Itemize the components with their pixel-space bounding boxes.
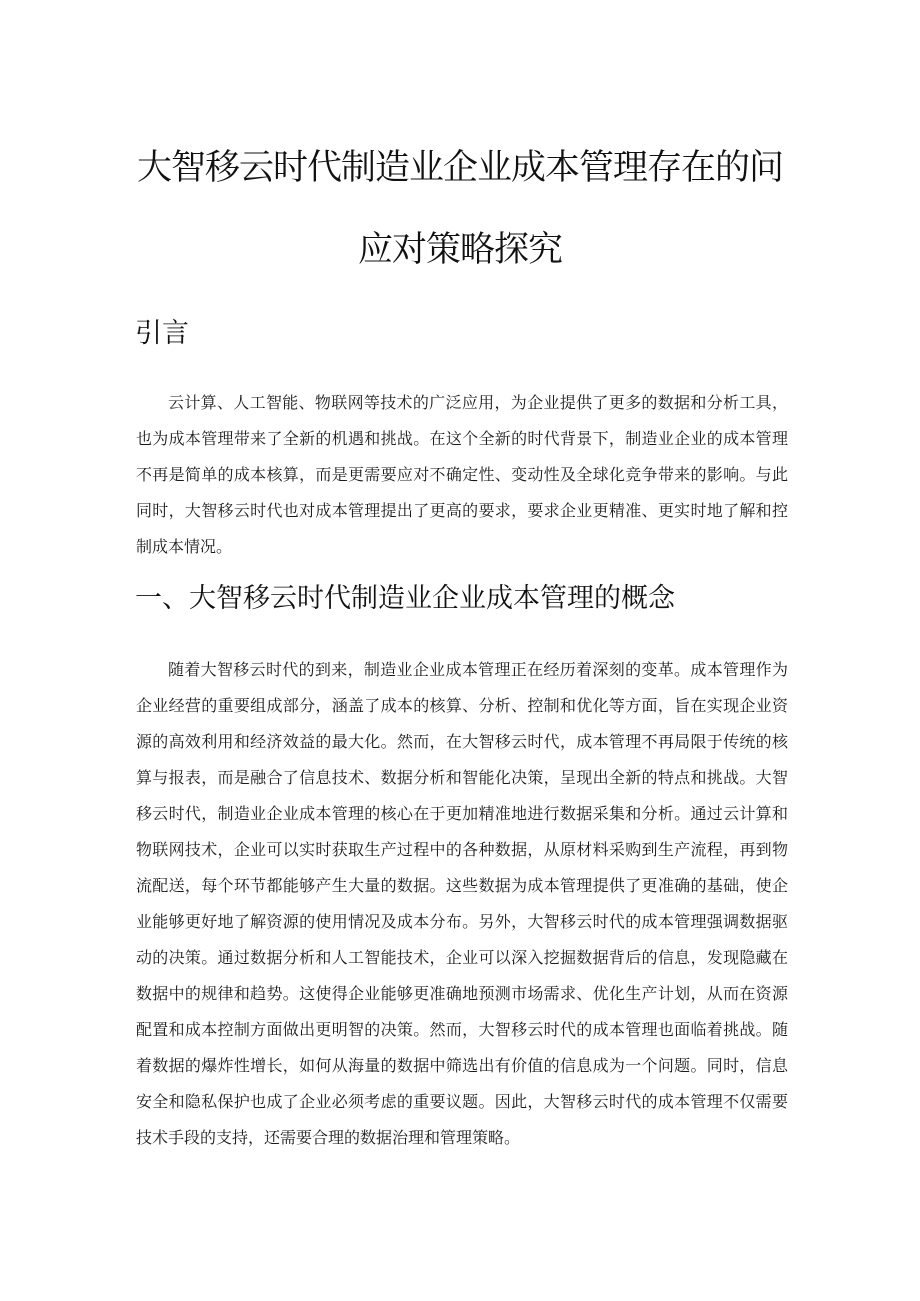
document-title-line-1: 大智移云时代制造业企业成本管理存在的问 (136, 148, 783, 188)
intro-paragraph: 云计算、人工智能、物联网等技术的广泛应用，为企业提供了更多的数据和分析工具，也为成本管理带来了全新的机遇和挑战。在这个全新的时代背景下，制造业企业的成本管理不再是简单的成本核算，而是更需要应对不确定性、变动性及全球化竞争带来的影响。与此同时，大智移云时代也对成本管理提出了更高的要求，要求企业更精准、更实时地了解和控制成本情况。 (136, 393, 788, 556)
intro-heading: 引言 (135, 318, 189, 349)
document-title-line-2: 应对策略探究 (357, 230, 562, 270)
section-1-heading: 一、大智移云时代制造业企业成本管理的概念 (135, 583, 675, 614)
section-1-paragraph: 随着大智移云时代的到来，制造业企业成本管理正在经历着深刻的变革。成本管理作为企业经营的重要组成部分，涵盖了成本的核算、分析、控制和优化等方面，旨在实现企业资源的高效利用和经济效益的最大化。然而，在大智移云时代，成本管理不再局限于传统的核算与报表，而是融合了信息技术、数据分析和智能化决策，呈现出全新的特点和挑战。大智移云时代，制造业企业成本管理的核心在于更加精准地进行数据采集和分析。通过云计算和物联网技术，企业可以实时获取生产过程中的各种数据，从原材料采购到生产流程，再到物流配送，每个环节都能够产生大量的数据。这些数据为成本管理提供了更准确的基础，使企业能够更好地了解资源的使用情况及成本分布。另外，大智移云时代的成本管理强调数据驱动的决策。通过数据分析和人工智能技术，企业可以深入挖掘数据背后的信息，发现隐藏在数据中的规律和趋势。这使得企业能够更准确地预测市场需求、优化生产计划，从而在资源配置和成本控制方面做出更明智的决策。然而，大智移云时代的成本管理也面临着挑战。随着数据的爆炸性增长，如何从海量的数据中筛选出有价值的信息成为一个问题。同时，信息安全和隐私保护也成了企业必须考虑的重要议题。因此，大智移云时代的成本管理不仅需要技术手段的支持，还需要合理的数据治理和管理策略。 (136, 660, 788, 1147)
